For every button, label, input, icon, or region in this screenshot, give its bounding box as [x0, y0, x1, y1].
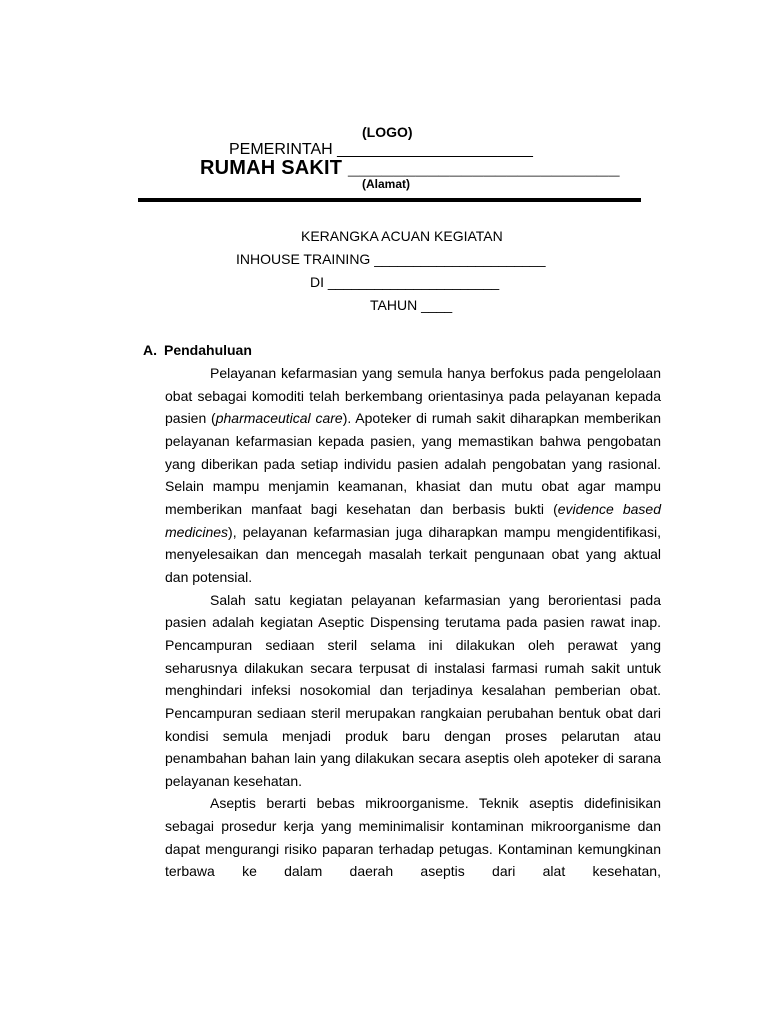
document-title: KERANGKA ACUAN KEGIATAN [301, 228, 503, 244]
evidence-based-term: evidence based medicines [165, 500, 661, 540]
paragraph-1-text-c: ). Apoteker di rumah sakit diharapkan memberikan pelayanan kefarmasian kepada pasien, yang memastikan bahwa pengobatan yang diberikan pada setiap individu pasien adalah pengobatan yang rasional. Selain mampu menjamin keamanan, khasiat dan mutu obat agar mampu memberikan manfaat bagi kesehatan dan berbasis bukti ( [165, 410, 661, 517]
year-line: TAHUN ____ [370, 297, 453, 313]
section-heading [143, 342, 252, 358]
government-line: PEMERINTAH ______________________ [229, 141, 533, 158]
section-title: Pendahuluan [164, 342, 252, 358]
logo-placeholder: (LOGO) [362, 124, 413, 140]
paragraph-1-text-a: Pelayanan kefarmasian yang semula hanya berfokus pada pengelolaan obat sebagai komoditi telah berkembang orientasinya pada pelayanan kepada pasien ( [165, 365, 661, 427]
section-number: A. [143, 342, 157, 358]
header-divider [138, 198, 641, 202]
paragraph-3: Aseptis berarti bebas mikroorganisme. Teknik aseptis didefinisikan sebagai prosedur kerja yang meminimalisir kontaminan mikroorganisme dan dapat mengurangi risiko paparan terhadap petugas. Kontaminan kemungkinan terbawa ke dalam daerah aseptis dari alat kesehatan, [165, 795, 661, 880]
address-placeholder: (Alamat) [362, 177, 411, 191]
paragraph-2: Salah satu kegiatan pelayanan kefarmasian yang berorientasi pada pasien adalah kegiatan Aseptic Dispensing terutama pada pasien rawat inap. Pencampuran sediaan steril selama ini dilakukan oleh perawat yang seharusnya dilakukan secara terpusat di instalasi farmasi rumah sakit untuk menghindari infeksi nosokomial dan terjadinya kesalahan pemberian obat. Pencampuran sediaan steril merupakan rangkaian perubahan bentuk obat dari kondisi semula menjadi produk baru dengan proses pelarutan atau penambahan bahan lain yang dilakukan secara aseptis oleh apoteker di sarana pelayanan kesehatan. [165, 591, 661, 789]
hospital-name-line: RUMAH SAKIT ________________________ [200, 157, 620, 179]
location-line: DI ______________________ [310, 274, 500, 290]
paragraph-1 [165, 362, 661, 589]
training-name-line: INHOUSE TRAINING ______________________ [236, 251, 546, 267]
paragraph-1-text-e: ), pelayanan kefarmasian juga diharapkan mampu mengidentifikasi, menyelesaikan dan mencegah masalah terkait pengunaan obat yang aktual dan potensial. [165, 523, 661, 585]
pharmaceutical-care-term: pharmaceutical care [215, 410, 343, 427]
section-body [165, 362, 661, 883]
